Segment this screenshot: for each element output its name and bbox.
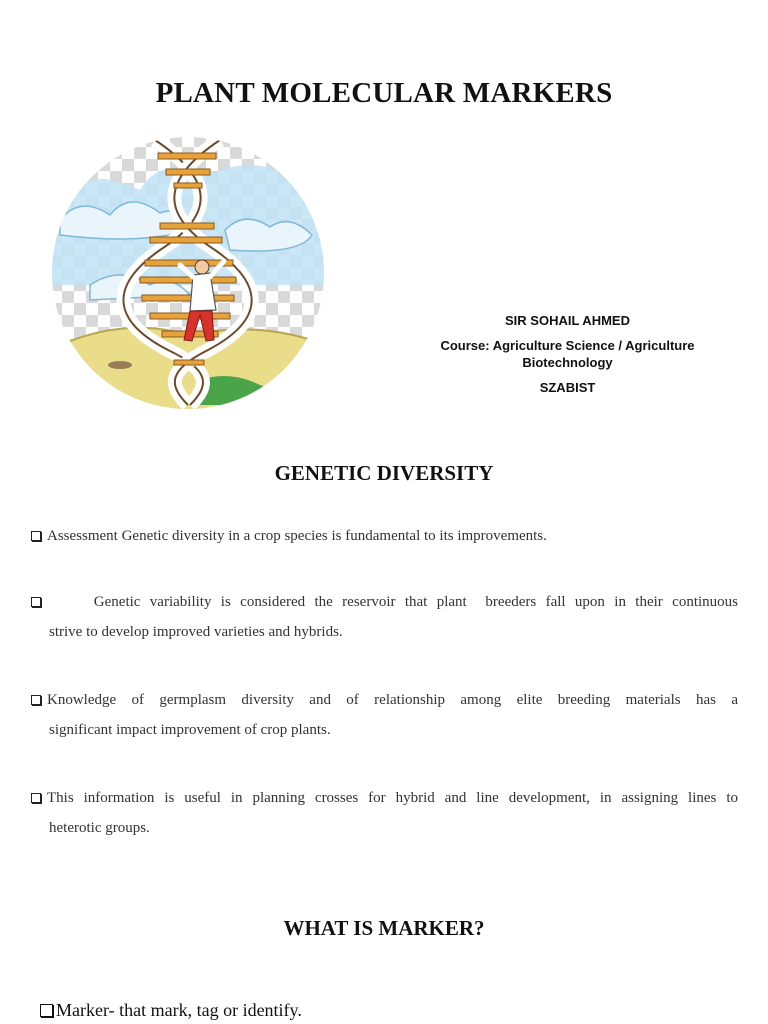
marker-definition [40,1000,302,1021]
bullet-item [31,685,738,745]
checkbox-bullet-icon [31,793,41,803]
bullet-text: This information is useful in planning crosses for hybrid and line development, in assigning lines to [47,790,738,806]
dna-illustration [50,135,326,411]
bullet-text: Knowledge of germplasm diversity and of relationship among elite breeding materials has a [47,692,738,708]
course-line-1: Course: Agriculture Science / Agriculture [440,338,695,353]
checkbox-bullet-icon [31,531,41,541]
bullet-text: Assessment Genetic diversity in a crop species is fundamental to its improvements. [47,528,547,544]
checkbox-bullet-icon [31,695,41,705]
marker-definition-text: Marker- that mark, tag or identify. [56,1000,302,1020]
course-line-2: Biotechnology [522,355,613,370]
bullet-text-continued: strive to develop improved varieties and hybrids. [49,624,343,640]
author-block [400,312,735,404]
bullet-item [31,587,738,647]
checkbox-bullet-icon [31,597,41,607]
course-info [400,337,735,371]
bullet-item [31,521,738,551]
bullet-text-continued: significant impact improvement of crop plants. [49,722,331,738]
checkbox-bullet-icon [40,1004,53,1017]
bullet-text-continued: heterotic groups. [49,820,150,836]
section-heading-genetic-diversity: GENETIC DIVERSITY [274,461,494,485]
bullet-item [31,783,738,843]
institution-name: SZABIST [539,380,596,395]
section-heading-what-is-marker: WHAT IS MARKER? [283,916,485,940]
bullet-text: Genetic variability is considered the reservoir that plant breeders fall upon in their continuous [47,594,738,610]
page-title: PLANT MOLECULAR MARKERS [155,77,613,109]
author-name: SIR SOHAIL AHMED [505,313,630,328]
